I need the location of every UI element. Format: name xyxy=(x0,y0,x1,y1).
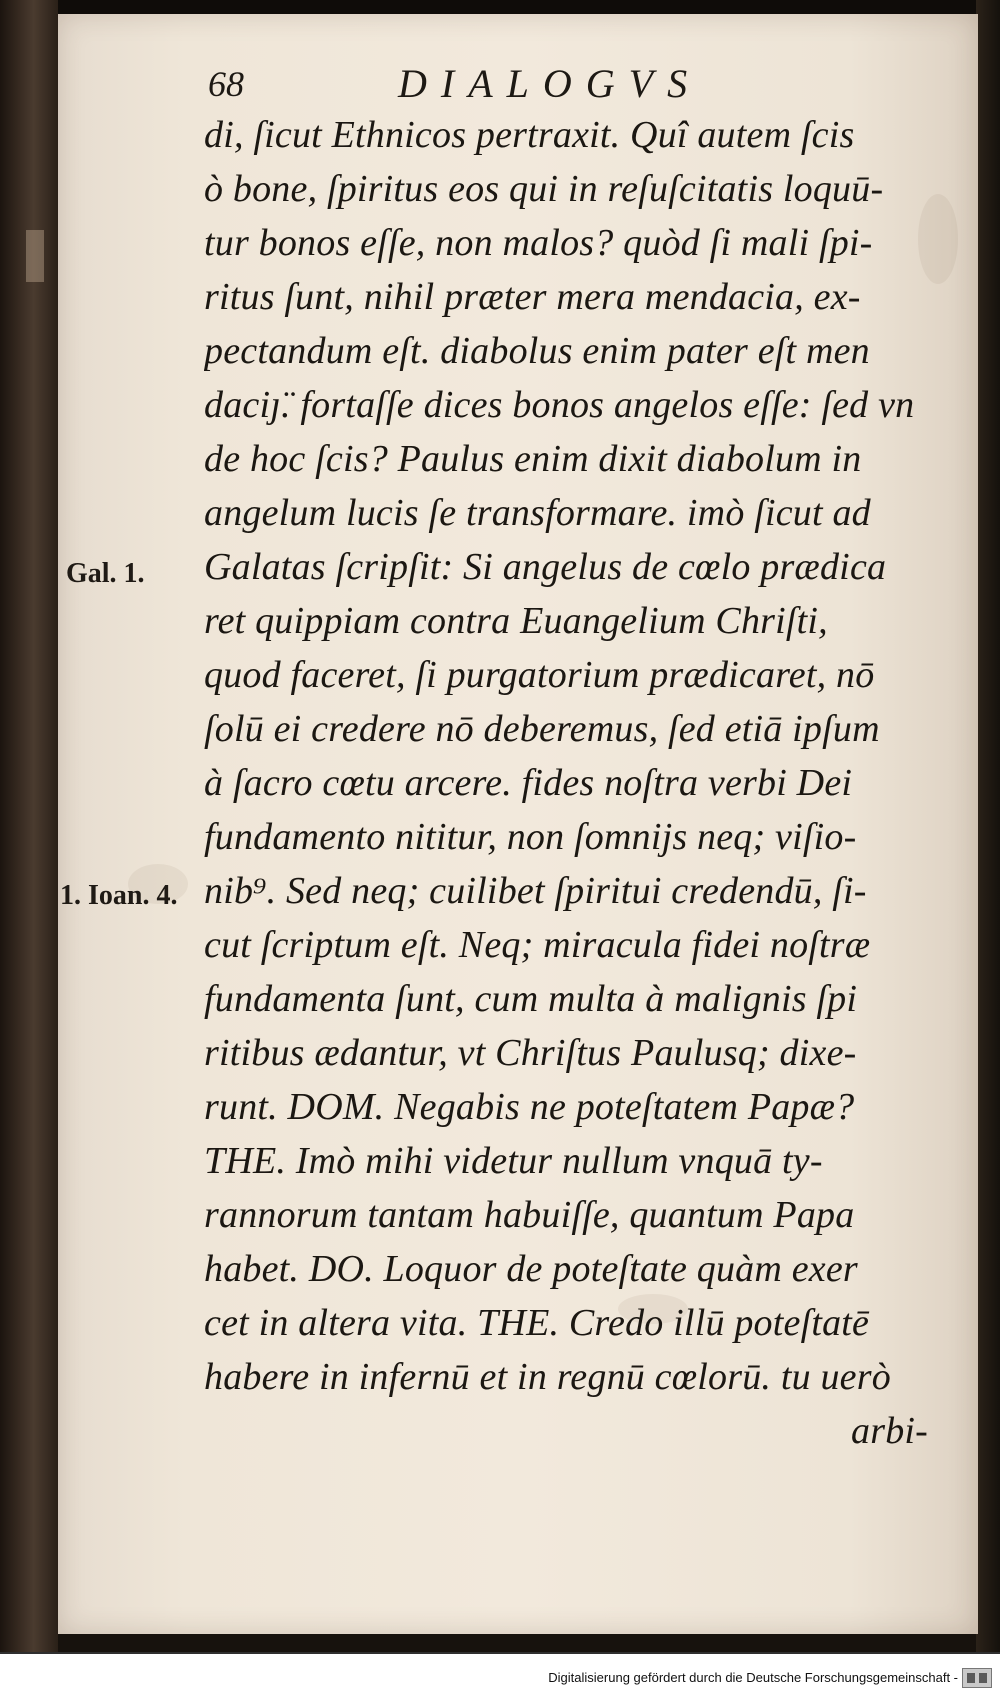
catchword: arbi- xyxy=(851,1410,928,1452)
text-line-15: nib⁹. Sed neq; cuilibet ſpiritui credendū, ſi- xyxy=(204,870,867,912)
text-line-19: runt. DOM. Negabis ne poteſtatem Papæ? xyxy=(204,1086,855,1128)
right-page-edge xyxy=(976,0,1000,1652)
text-line-3: tur bonos eſſe, non malos? quòd ſi mali ſpi- xyxy=(204,222,873,264)
book-binding xyxy=(0,0,58,1652)
text-line-7: de hoc ſcis? Paulus enim dixit diabolum in xyxy=(204,438,862,480)
margin-note-galatians: Gal. 1. xyxy=(66,558,145,589)
main-text xyxy=(204,108,940,1458)
text-line-17: fundamenta ſunt, cum multa à malignis ſpi xyxy=(204,978,858,1020)
text-line-11: quod faceret, ſi purgatorium prædicaret, nō xyxy=(204,654,875,696)
text-line-22: habet. DO. Loquor de poteſtate quàm exer xyxy=(204,1248,858,1290)
page-number: 68 xyxy=(208,64,244,104)
text-line-2: ò bone, ſpiritus eos qui in reſuſcitatis loquū- xyxy=(204,168,884,210)
text-line-14: fundamento nititur, non ſomnijs neq; viſio- xyxy=(204,816,857,858)
text-line-13: à ſacro cœtu arcere. fides noſtra verbi Dei xyxy=(204,762,853,804)
text-line-16: cut ſcriptum eſt. Neq; miracula fidei noſtræ xyxy=(204,924,871,966)
text-line-24: habere in infernū et in regnū cœlorū. tu uerò xyxy=(204,1356,891,1398)
text-line-5: pectandum eſt. diabolus enim pater eſt men xyxy=(204,330,870,372)
text-line-8: angelum lucis ſe transformare. imò ſicut ad xyxy=(204,492,871,534)
top-edge xyxy=(0,0,1000,14)
text-line-4: ritus ſunt, nihil præter mera mendacia, ex- xyxy=(204,276,861,318)
text-line-1: di, ſicut Ethnicos pertraxit. Quî autem ſcis xyxy=(204,114,855,156)
text-line-10: ret quippiam contra Euangelium Chriſti, xyxy=(204,600,828,642)
text-line-18: ritibus ædantur, vt Chriſtus Paulusq; dixe- xyxy=(204,1032,857,1074)
funding-credit: Digitalisierung gefördert durch die Deutsche Forschungsgemeinschaft - xyxy=(548,1670,958,1685)
text-line-9: Galatas ſcripſit: Si angelus de cœlo prædica xyxy=(204,546,887,588)
margin-note-john: 1. Ioan. 4. xyxy=(60,880,178,911)
text-line-20: THE. Imò mihi videtur nullum vnquā ty- xyxy=(204,1140,823,1182)
text-line-23: cet in altera vita. THE. Credo illū poteſtatē xyxy=(204,1302,870,1344)
footer-credit-strip xyxy=(0,1652,1000,1692)
text-line-12: ſolū ei credere nō deberemus, ſed etiā ipſum xyxy=(204,708,880,750)
running-title: DIALOGVS xyxy=(398,61,702,106)
dfg-logo-icon xyxy=(962,1668,992,1688)
text-line-21: rannorum tantam habuiſſe, quantum Papa xyxy=(204,1194,855,1236)
text-line-6: daciȷ̈. fortaſſe dices bonos angelos eſſe: ſed vn xyxy=(204,384,915,426)
